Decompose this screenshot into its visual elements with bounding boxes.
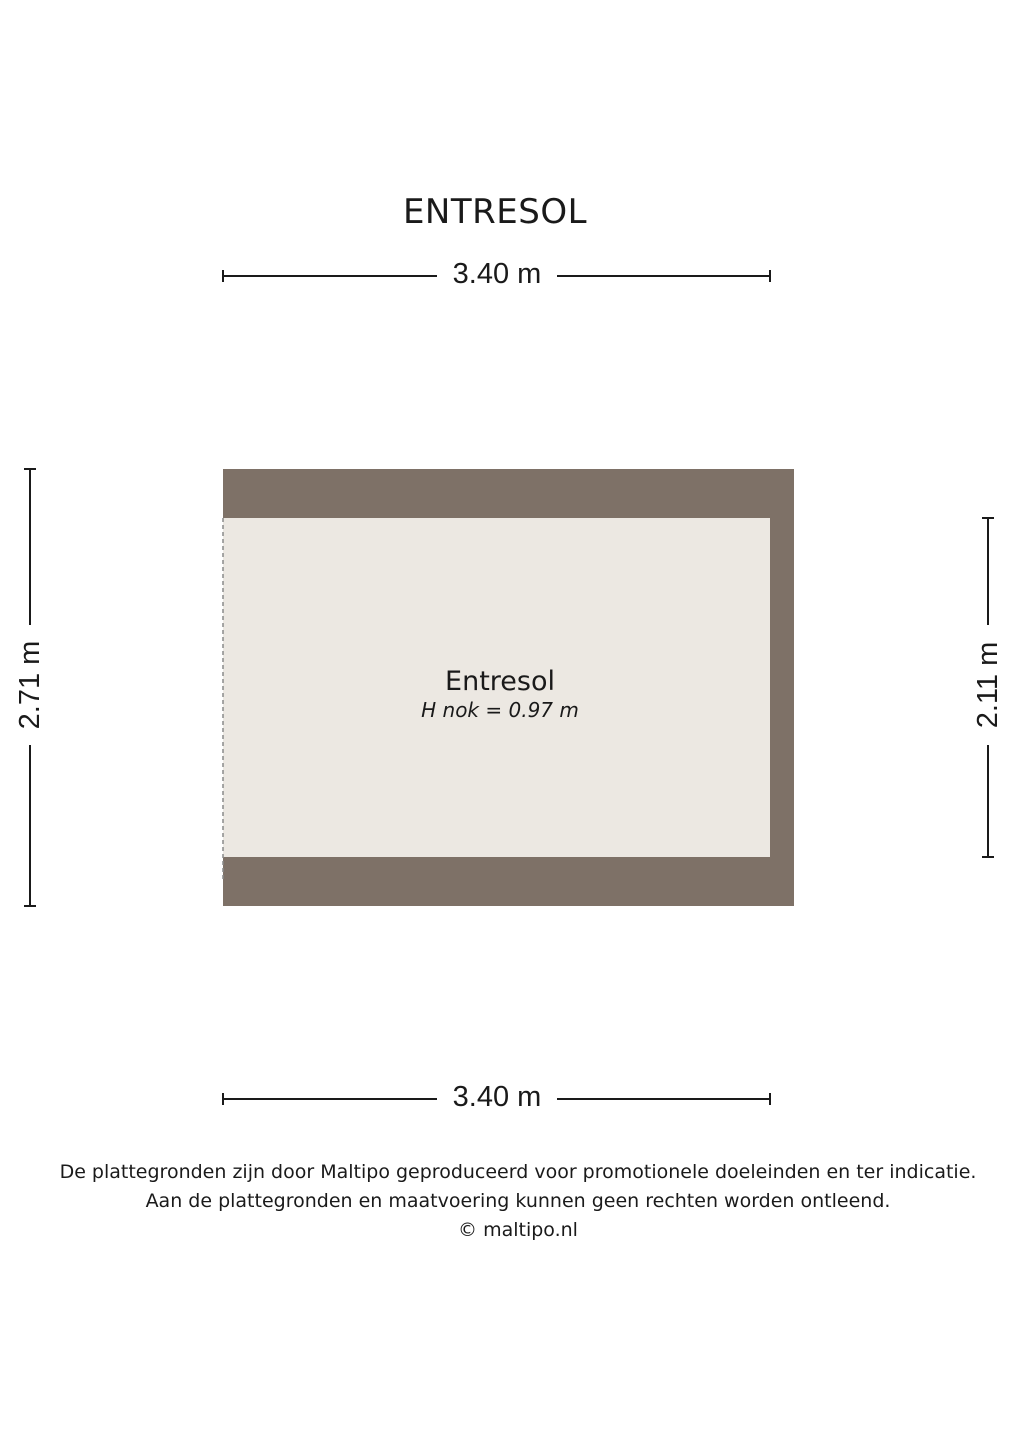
right-depth-label: 2.11 m [970, 625, 1006, 745]
disclaimer-line-2: Aan de plattegronden en maatvoering kunnen geen rechten worden ontleend. [145, 1190, 891, 1212]
copyright: © maltipo.nl [458, 1219, 578, 1241]
room-ridge-height: H nok = 0.97 m [421, 698, 579, 722]
bottom-width-label: 3.40 m [437, 1081, 557, 1114]
floor-title: ENTRESOL [402, 192, 588, 232]
disclaimer-line-1: De plattegronden zijn door Maltipo geproduceerd voor promotionele doeleinden en ter indicatie. [59, 1161, 977, 1183]
room-name: Entresol [445, 666, 555, 697]
disclaimer [0, 1158, 1018, 1245]
left-depth-label: 2.71 m [12, 625, 48, 745]
top-width-label: 3.40 m [437, 258, 557, 291]
